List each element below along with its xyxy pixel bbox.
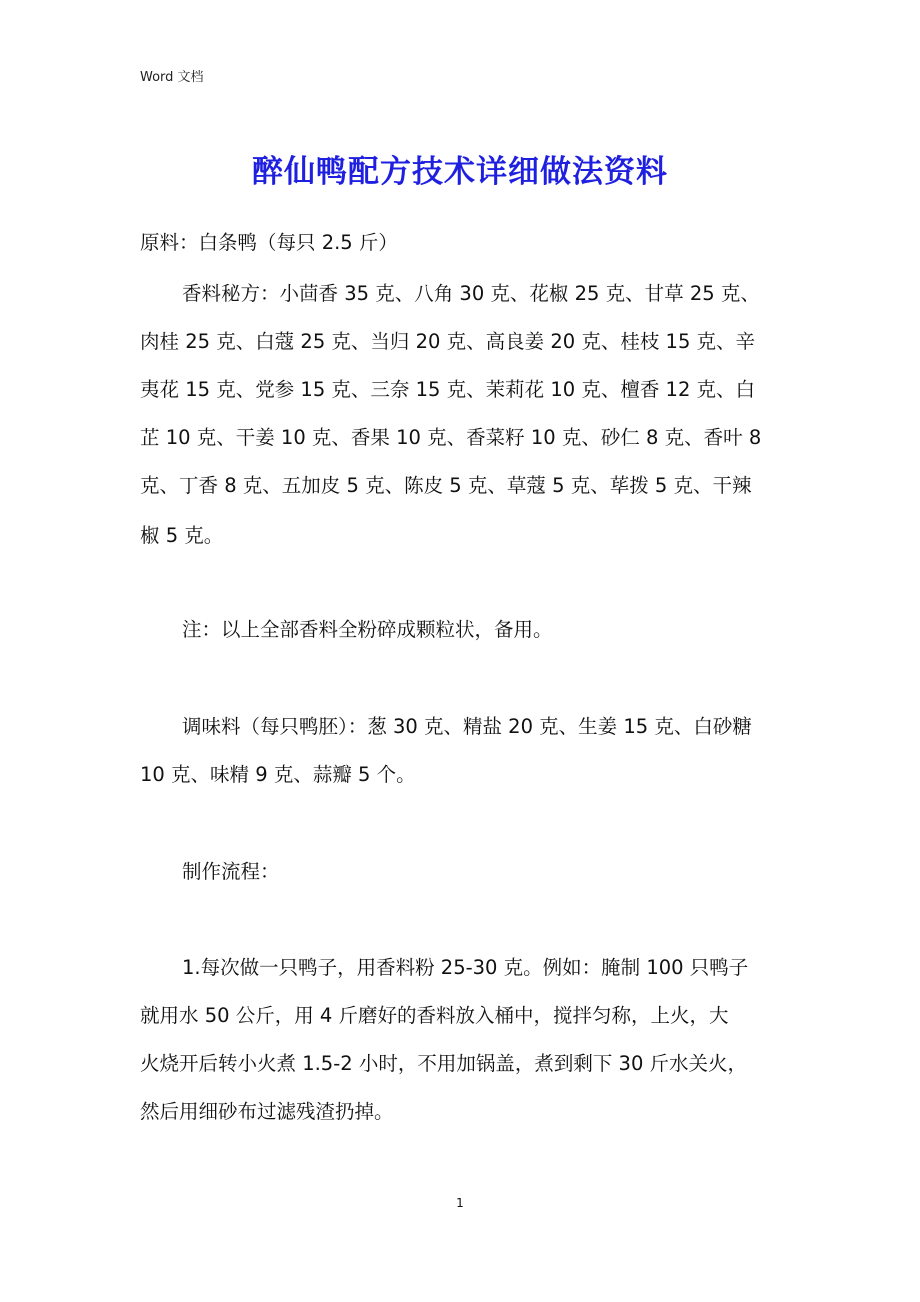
paragraph-line: 10 克、味精 9 克、蒜瓣 5 个。 <box>140 763 416 786</box>
page-header: Word 文档 <box>140 70 204 85</box>
page-number: 1 <box>456 1196 464 1210</box>
paragraph-line: 椒 5 克。 <box>140 524 224 547</box>
paragraph-line: 火烧开后转小火煮 1.5-2 小时，不用加锅盖，煮到剩下 30 斤水关火， <box>140 1052 748 1075</box>
paragraph-line: 芷 10 克、干姜 10 克、香果 10 克、香菜籽 10 克、砂仁 8 克、香叶 8 <box>140 426 762 449</box>
paragraph-line: 原料：白条鸭（每只 2.5 斤） <box>140 231 398 254</box>
paragraph-line: 制作流程： <box>182 860 280 883</box>
paragraph-line: 就用水 50 公斤，用 4 斤磨好的香料放入桶中，搅拌匀称，上火，大 <box>140 1004 729 1027</box>
paragraph-line: 肉桂 25 克、白蔻 25 克、当归 20 克、高良姜 20 克、桂枝 15 克、辛 <box>140 330 756 353</box>
document-title: 醉仙鸭配方技术详细做法资料 <box>252 154 668 190</box>
paragraph-line: 夷花 15 克、党参 15 克、三奈 15 克、茉莉花 10 克、檀香 12 克、白 <box>140 378 756 401</box>
paragraph-line: 香料秘方：小茴香 35 克、八角 30 克、花椒 25 克、甘草 25 克、 <box>182 282 760 305</box>
paragraph-line: 克、丁香 8 克、五加皮 5 克、陈皮 5 克、草蔻 5 克、荜拨 5 克、干辣 <box>140 474 752 497</box>
paragraph-line: 注：以上全部香料全粉碎成颗粒状，备用。 <box>182 618 553 641</box>
paragraph-line: 调味料（每只鸭胚）：葱 30 克、精盐 20 克、生姜 15 克、白砂糖 <box>182 715 752 738</box>
paragraph-line: 1.每次做一只鸭子，用香料粉 25-30 克。例如：腌制 100 只鸭子 <box>182 956 749 979</box>
paragraph-line: 然后用细砂布过滤残渣扔掉。 <box>140 1100 394 1123</box>
